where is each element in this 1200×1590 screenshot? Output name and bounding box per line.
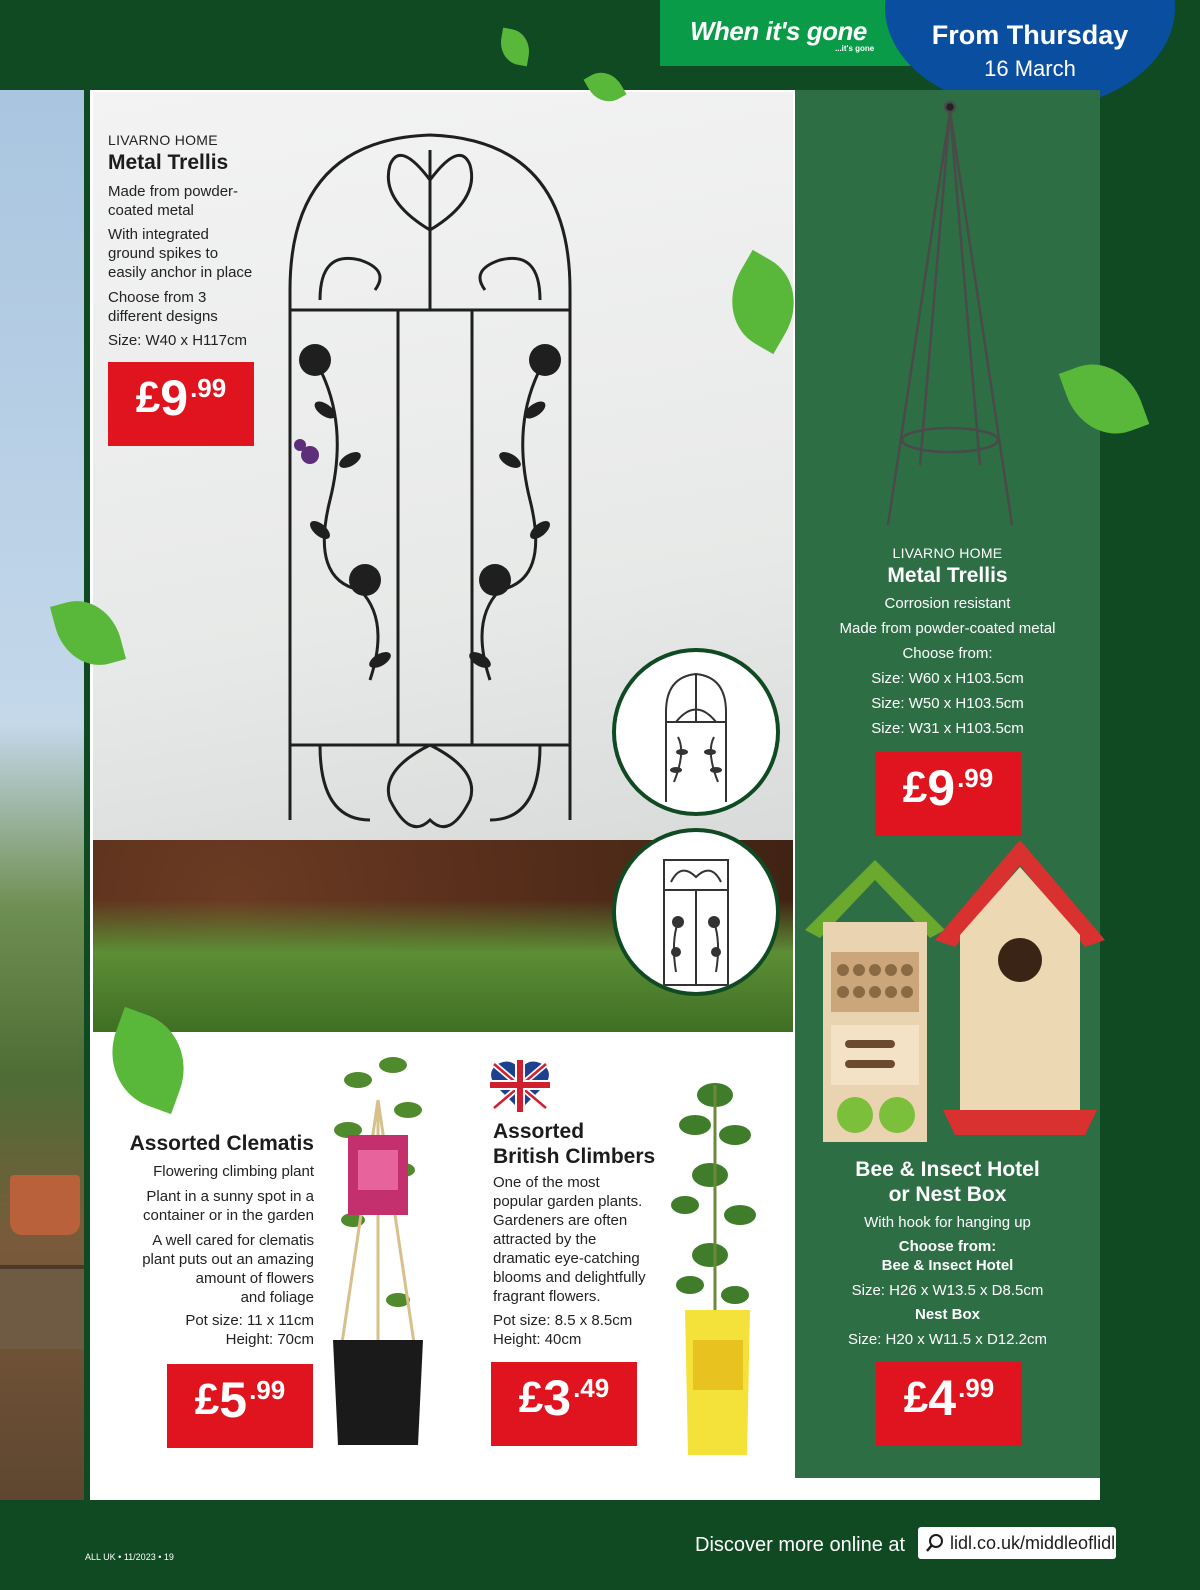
clematis-feature-3: A well cared for clematis plant puts out an amazing amount of flowers and foliage bbox=[142, 1232, 314, 1306]
trellis-design-1-image bbox=[616, 652, 776, 812]
insect-hotel-choose: Choose from: bbox=[898, 1238, 997, 1255]
trellis-design-thumbnail-1 bbox=[612, 648, 780, 816]
insect-hotel-option-1-size: Size: H26 x W13.5 x D8.5cm bbox=[851, 1282, 1044, 1299]
edition-code: ALL UK • 11/2023 • 19 bbox=[85, 1552, 174, 1562]
price-integer: 9 bbox=[927, 760, 956, 816]
price-integer: 9 bbox=[160, 370, 189, 426]
nest-box-image bbox=[935, 835, 1105, 1135]
trellis-brand: LIVARNO HOME bbox=[108, 132, 218, 148]
trellis-design-2-image bbox=[616, 832, 776, 992]
bee-insect-hotel-image bbox=[805, 860, 945, 1145]
obelisk-size-3: Size: W31 x H103.5cm bbox=[871, 720, 1024, 737]
price-decimal: .99 bbox=[958, 1373, 995, 1403]
trellis-title: Metal Trellis bbox=[108, 151, 229, 174]
clematis-feature-1: Flowering climbing plant bbox=[153, 1163, 314, 1180]
climbers-title: Assorted British Climbers bbox=[493, 1120, 656, 1168]
insect-hotel-price-tag bbox=[876, 1362, 1022, 1446]
date-badge-day: From Thursday bbox=[931, 20, 1129, 50]
obelisk-size-2: Size: W50 x H103.5cm bbox=[871, 695, 1024, 712]
uk-flag-heart-icon bbox=[490, 1060, 550, 1112]
trellis-feature-1: Made from powder- coated metal bbox=[108, 183, 239, 219]
trellis-design-thumbnail-2 bbox=[612, 828, 780, 996]
price-integer: 5 bbox=[219, 1372, 248, 1428]
trellis-feature-4: Size: W40 x H117cm bbox=[108, 332, 247, 349]
price-currency: £ bbox=[518, 1373, 544, 1422]
terracotta-pot-image bbox=[10, 1175, 80, 1235]
price-currency: £ bbox=[902, 763, 928, 812]
price-integer: 3 bbox=[543, 1370, 572, 1426]
insect-hotel-feature: With hook for hanging up bbox=[864, 1214, 1031, 1231]
search-icon bbox=[924, 1532, 946, 1554]
climbers-price-tag bbox=[491, 1362, 637, 1446]
website-link-box[interactable] bbox=[918, 1527, 1116, 1559]
insect-hotel-option-2-size: Size: H20 x W11.5 x D12.2cm bbox=[848, 1331, 1047, 1348]
obelisk-price-tag bbox=[875, 752, 1021, 836]
insect-hotel-title: Bee & Insect Hotel or Nest Box bbox=[855, 1158, 1040, 1206]
clematis-title: Assorted Clematis bbox=[129, 1132, 314, 1155]
price-decimal: .49 bbox=[573, 1373, 610, 1403]
when-its-gone-label: When it's gone bbox=[690, 16, 867, 46]
obelisk-trellis-image bbox=[880, 95, 1020, 535]
price-integer: 4 bbox=[928, 1370, 957, 1426]
price-currency: £ bbox=[194, 1375, 220, 1424]
trellis-feature-2: With integrated ground spikes to easily anchor in place bbox=[108, 226, 253, 281]
obelisk-brand: LIVARNO HOME bbox=[892, 545, 1003, 561]
price-decimal: .99 bbox=[190, 373, 227, 403]
price-decimal: .99 bbox=[957, 763, 994, 793]
website-url[interactable]: lidl.co.uk/middleoflidl bbox=[950, 1532, 1116, 1553]
insect-hotel-option-1: Bee & Insect Hotel bbox=[881, 1257, 1014, 1274]
obelisk-feature-1: Corrosion resistant bbox=[884, 595, 1011, 612]
obelisk-feature-3: Choose from: bbox=[902, 645, 993, 662]
obelisk-feature-2: Made from powder-coated metal bbox=[839, 620, 1056, 637]
its-gone-sublabel: ...it's gone bbox=[835, 44, 875, 53]
date-badge-date: 16 March bbox=[984, 56, 1076, 81]
insect-hotel-option-2: Nest Box bbox=[914, 1306, 981, 1323]
trellis-feature-3: Choose from 3 different designs bbox=[108, 289, 218, 325]
obelisk-title: Metal Trellis bbox=[887, 564, 1008, 587]
discover-more-text: Discover more online at bbox=[695, 1534, 906, 1556]
clematis-pot-size: Pot size: 11 x 11cm Height: 70cm bbox=[185, 1312, 314, 1348]
metal-trellis-image bbox=[280, 120, 580, 840]
price-decimal: .99 bbox=[249, 1375, 286, 1405]
price-currency: £ bbox=[135, 373, 161, 422]
clematis-plant-image bbox=[318, 1040, 438, 1460]
clematis-feature-2: Plant in a sunny spot in a container or in the garden bbox=[143, 1188, 314, 1224]
wooden-crate-image bbox=[0, 1265, 84, 1349]
climbers-description: One of the most popular garden plants. Gardeners are often attracted by the dramatic eye-catching blooms and delightfully fragrant flowers. bbox=[493, 1174, 646, 1305]
climber-plant-image bbox=[655, 1065, 775, 1465]
price-currency: £ bbox=[903, 1373, 929, 1422]
obelisk-size-1: Size: W60 x H103.5cm bbox=[871, 670, 1024, 687]
trellis-price-tag bbox=[108, 362, 254, 446]
climbers-pot-size: Pot size: 8.5 x 8.5cm Height: 40cm bbox=[493, 1312, 633, 1348]
clematis-price-tag bbox=[167, 1364, 313, 1448]
